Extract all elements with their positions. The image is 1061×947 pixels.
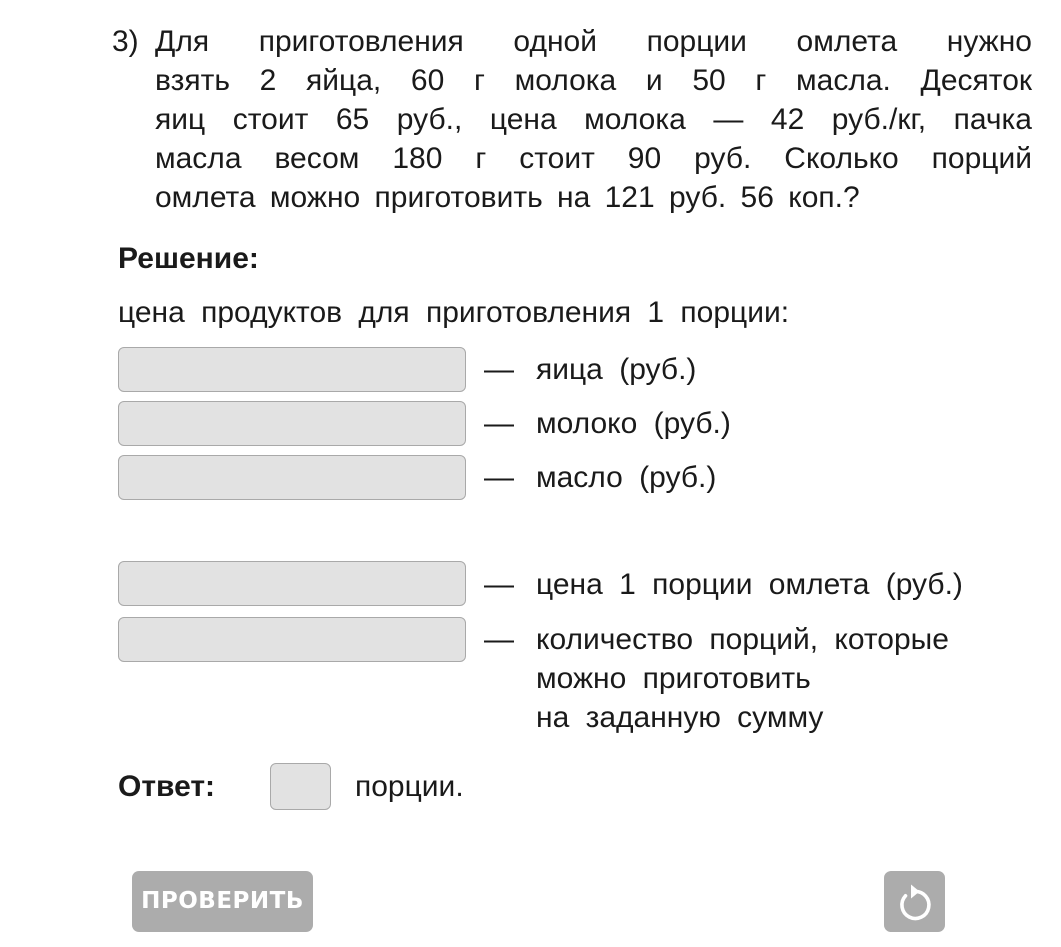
eggs-cost-label bbox=[484, 350, 696, 389]
label-line: на заданную сумму bbox=[536, 701, 824, 734]
label-dash: — bbox=[484, 407, 514, 440]
rotate-ccw-icon bbox=[884, 871, 945, 932]
label-text: молоко (руб.) bbox=[536, 407, 731, 440]
answer-unit: порции. bbox=[355, 770, 464, 803]
solution-heading: Решение: bbox=[118, 242, 259, 275]
eggs-cost-input[interactable] bbox=[118, 347, 466, 392]
label-text: масло (руб.) bbox=[536, 461, 717, 494]
label-dash: — bbox=[484, 461, 514, 494]
portions-count-label bbox=[484, 620, 949, 737]
check-button[interactable]: ПРОВЕРИТЬ bbox=[132, 871, 313, 932]
problem-text bbox=[155, 22, 1032, 217]
label-line: можно приготовить bbox=[536, 662, 811, 695]
problem-statement bbox=[112, 22, 1032, 217]
label-line: количество порций, которые bbox=[536, 623, 949, 656]
milk-cost-label bbox=[484, 404, 731, 443]
reset-button[interactable] bbox=[884, 871, 945, 932]
problem-line: Для приготовления одной порции омлета нужно bbox=[155, 25, 1032, 58]
problem-line: взять 2 яйца, 60 г молока и 50 г масла. Десяток bbox=[155, 64, 1032, 97]
label-text: цена 1 порции омлета (руб.) bbox=[536, 568, 963, 601]
answer-label: Ответ: bbox=[118, 770, 216, 803]
solution-intro: цена продуктов для приготовления 1 порции: bbox=[118, 296, 790, 329]
label-text: яица (руб.) bbox=[536, 353, 697, 386]
butter-cost-label bbox=[484, 458, 716, 497]
problem-number: 3) bbox=[112, 25, 139, 58]
milk-cost-input[interactable] bbox=[118, 401, 466, 446]
label-dash: — bbox=[484, 623, 514, 656]
butter-cost-input[interactable] bbox=[118, 455, 466, 500]
portions-count-input[interactable] bbox=[118, 617, 466, 662]
label-dash: — bbox=[484, 568, 514, 601]
portion-price-label bbox=[484, 565, 963, 604]
problem-line: масла весом 180 г стоит 90 руб. Сколько порций bbox=[155, 142, 1032, 175]
problem-line: яиц стоит 65 руб., цена молока — 42 руб./кг, пачка bbox=[155, 103, 1032, 136]
label-dash: — bbox=[484, 353, 514, 386]
problem-line: омлета можно приготовить на 121 руб. 56 коп.? bbox=[155, 181, 860, 214]
label-text bbox=[536, 620, 949, 737]
portion-price-input[interactable] bbox=[118, 561, 466, 606]
answer-input[interactable] bbox=[270, 763, 331, 810]
